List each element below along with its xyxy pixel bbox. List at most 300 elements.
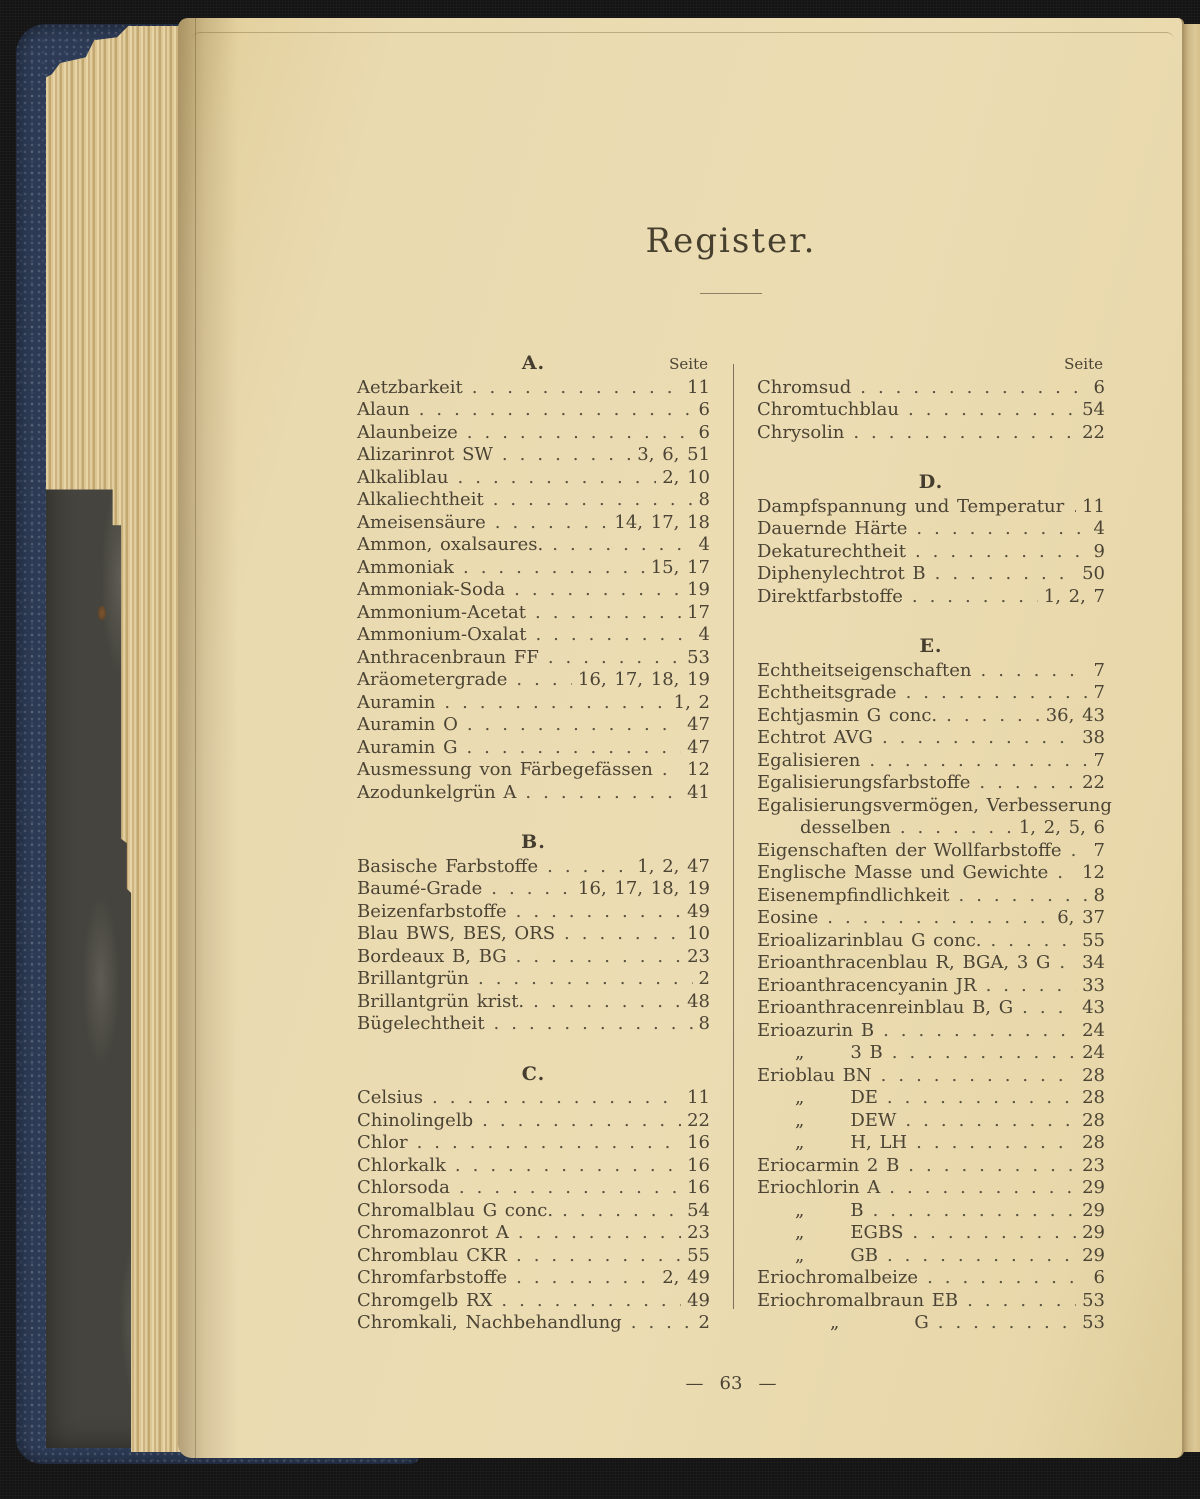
entry-pages: 29 <box>1082 1222 1105 1243</box>
index-entry <box>757 1020 1105 1043</box>
entry-pages: 54 <box>687 1199 710 1221</box>
entry-name: Egalisieren <box>757 749 861 771</box>
ditto-mark: „ <box>795 1244 805 1266</box>
entry-name: Chlorkalk <box>357 1154 446 1176</box>
index-entry <box>757 1177 1105 1200</box>
entry-name: Chlor <box>357 1132 408 1153</box>
entry-name: Chlorsoda <box>357 1177 450 1198</box>
index-entry <box>757 1065 1105 1088</box>
index-entry <box>357 489 710 512</box>
entry-name: Bordeaux B, BG <box>357 945 507 967</box>
dot-leader <box>979 772 1076 795</box>
index-entry <box>357 1267 710 1290</box>
dot-leader <box>915 541 1088 564</box>
index-entry <box>357 1087 710 1110</box>
entry-pages: 55 <box>687 1244 710 1266</box>
entry-name: Ammoniak <box>357 556 454 578</box>
entry-pages: 54 <box>1082 399 1105 420</box>
entry-pages: 47 <box>687 736 710 758</box>
index-entry <box>357 557 710 580</box>
dot-leader <box>458 467 657 490</box>
dot-leader <box>967 1290 1076 1313</box>
entry-pages: 7 <box>1093 682 1105 703</box>
index-entry <box>757 1110 1105 1133</box>
index-entry <box>757 1222 1105 1245</box>
entry-name: Eriochromalbraun EB <box>757 1289 959 1311</box>
entry-pages: 8 <box>1093 884 1105 906</box>
index-entry <box>357 1312 710 1335</box>
index-entry <box>357 602 710 625</box>
index-entry <box>757 1267 1105 1290</box>
dot-leader <box>432 1087 681 1110</box>
entry-name: Erioalizarinblau G conc. <box>757 929 982 951</box>
entry-pages: 29 <box>1082 1199 1105 1221</box>
index-entry <box>357 714 710 737</box>
entry-pages: 6 <box>698 399 710 420</box>
ditto-mark: „ <box>795 1222 805 1243</box>
dot-leader <box>991 930 1077 953</box>
entry-pages: 53 <box>1082 1289 1105 1311</box>
entry-pages: 14, 17, 18 <box>614 511 710 533</box>
entry-name: Ammonium-Acetat <box>357 601 526 623</box>
section-letter: E. <box>919 635 943 657</box>
entry-name: Chromgelb RX <box>357 1289 493 1311</box>
entry-name: Echtheitseigenschaften <box>757 659 972 681</box>
entry-pages: 48 <box>687 990 710 1012</box>
entry-name: Auramin G <box>357 736 458 758</box>
dot-leader <box>419 399 693 422</box>
dot-leader <box>900 817 1013 840</box>
dot-leader <box>495 512 609 535</box>
index-entry <box>757 1087 1105 1110</box>
index-entry <box>357 399 710 422</box>
dot-leader <box>927 1267 1087 1290</box>
dot-leader <box>516 1267 656 1290</box>
dot-leader <box>467 422 693 445</box>
index-entry <box>757 727 1105 750</box>
index-entry <box>357 878 710 901</box>
index-entry <box>357 901 710 924</box>
entry-name: Celsius <box>357 1087 424 1108</box>
entry-pages: 1, 2, 5, 6 <box>1018 817 1105 838</box>
index-entry <box>757 885 1105 908</box>
index-entry <box>357 422 710 445</box>
entry-pages: 17 <box>687 601 710 623</box>
index-entry <box>757 399 1105 422</box>
entry-name: Alaunbeize <box>357 421 458 443</box>
dot-leader <box>482 1110 681 1133</box>
entry-name: Eriocarmin 2 B <box>757 1154 900 1176</box>
entry-pages: 53 <box>687 646 710 668</box>
entry-name: Blau BWS, BES, ORS <box>357 923 556 944</box>
entry-pages: 47 <box>687 714 710 735</box>
index-entry <box>357 444 710 467</box>
entry-pages: 23 <box>687 945 710 967</box>
index-entry <box>357 647 710 670</box>
entry-pages: 3, 6, 51 <box>637 444 710 465</box>
section-header <box>357 1063 710 1086</box>
entry-pages: 11 <box>1082 495 1105 517</box>
section-letter: D. <box>918 471 944 493</box>
index-entry <box>757 563 1105 586</box>
entry-name: Anthracenbraun FF <box>357 646 539 668</box>
dot-leader <box>958 885 1087 908</box>
section-header <box>757 471 1105 494</box>
index-entry <box>757 541 1105 564</box>
entry-name: Alkaliblau <box>357 466 449 488</box>
dot-leader <box>466 737 681 760</box>
entry-pages: 55 <box>1082 929 1105 951</box>
entry-name: Baumé-Grade <box>357 878 483 899</box>
entry-name: Eriochromalbeize <box>757 1267 919 1288</box>
entry-name: Alaun <box>357 399 410 420</box>
entry-pages: 6 <box>698 421 710 443</box>
index-entry <box>357 1177 710 1200</box>
index-entry <box>757 997 1105 1020</box>
gutter-shadow <box>178 18 238 1458</box>
entry-name: Azodunkelgrün A <box>357 781 517 803</box>
dot-leader <box>892 1042 1076 1065</box>
ditto-mark: „ <box>830 1312 840 1333</box>
dot-leader <box>883 1020 1076 1043</box>
entry-name: Egalisierungsfarbstoffe <box>757 772 971 793</box>
dot-leader <box>916 518 1087 541</box>
dot-leader <box>889 1177 1076 1200</box>
index-column-left <box>357 352 710 1335</box>
entry-name: Ammoniak-Soda <box>357 579 506 600</box>
entry-name: DEW <box>850 1109 897 1131</box>
dot-leader <box>467 714 681 737</box>
index-entry <box>357 782 710 805</box>
dot-leader <box>912 586 1038 609</box>
dot-leader <box>548 647 681 670</box>
page-title: Register. <box>645 221 817 261</box>
entry-name: 3 B <box>850 1042 883 1063</box>
index-entry <box>357 1222 710 1245</box>
entry-name: Echtrot AVG <box>757 727 873 748</box>
index-entry <box>757 1132 1105 1155</box>
seite-label: Seite <box>1064 355 1103 373</box>
entry-name: Erioanthracenreinblau B, G <box>757 997 1014 1018</box>
entry-pages: 4 <box>698 534 710 555</box>
facing-page-edge <box>1182 24 1200 1452</box>
dot-leader <box>525 782 681 805</box>
entry-name: Brillantgrün <box>357 968 469 989</box>
entry-name: Brillantgrün krist. <box>357 990 525 1012</box>
entry-pages: 10 <box>687 923 710 944</box>
entry-name: Chromazonrot A <box>357 1222 509 1243</box>
index-entry <box>357 624 710 647</box>
stain-mark <box>98 606 106 620</box>
entry-name: Echtjasmin G conc. <box>757 704 938 726</box>
dot-leader <box>1059 952 1076 975</box>
entry-pages: 12 <box>1082 862 1105 883</box>
dot-leader <box>562 1200 681 1223</box>
entry-name: Aetzbarkeit <box>357 376 463 398</box>
entry-name: Aräometergrade <box>357 669 508 690</box>
dot-leader <box>493 489 693 512</box>
entry-name: Chromblau CKR <box>357 1244 507 1266</box>
index-entry <box>757 660 1105 683</box>
index-entry <box>357 1110 710 1133</box>
entry-name: Ammon, oxalsaures. <box>357 534 544 555</box>
entry-name: Beizenfarbstoffe <box>357 900 507 922</box>
entry-pages: 34 <box>1082 952 1105 973</box>
seite-label: Seite <box>669 355 708 373</box>
entry-pages: 22 <box>687 1109 710 1131</box>
entry-pages: 4 <box>698 624 710 645</box>
dot-leader <box>444 692 667 715</box>
entry-pages: 11 <box>687 1087 710 1108</box>
entry-name: Erioblau BN <box>757 1064 872 1086</box>
entry-pages: 6, 37 <box>1057 907 1105 928</box>
entry-pages: 16 <box>687 1154 710 1176</box>
section-letter: B. <box>521 831 546 853</box>
dot-leader <box>986 975 1077 998</box>
entry-pages: 8 <box>698 1013 710 1034</box>
index-entry <box>757 750 1105 773</box>
dot-leader <box>516 946 681 969</box>
entry-name: Dampfspannung und Temperatur <box>757 495 1065 517</box>
dot-leader <box>455 1155 681 1178</box>
entry-pages: 24 <box>1082 1042 1105 1063</box>
entry-pages: 7 <box>1093 659 1105 681</box>
dot-leader <box>501 1290 681 1313</box>
entry-name: Chromtuchblau <box>757 399 899 420</box>
dot-leader <box>938 1312 1076 1335</box>
index-entry <box>357 856 710 879</box>
dot-leader <box>518 1222 681 1245</box>
entry-pages: 29 <box>1082 1244 1105 1266</box>
index-entry <box>357 1013 710 1036</box>
entry-pages: 53 <box>1082 1312 1105 1333</box>
entry-name: Diphenylechtrot B <box>757 563 926 584</box>
index-entry <box>757 1312 1105 1335</box>
dot-leader <box>1057 862 1076 885</box>
page-content <box>357 18 1112 1335</box>
dot-leader <box>853 422 1076 445</box>
index-entry <box>757 794 1112 818</box>
dot-leader <box>535 624 692 647</box>
section-letter: C. <box>521 1062 546 1085</box>
entry-name: Bügelechtheit <box>357 1013 485 1034</box>
entry-pages: 6 <box>1093 1267 1105 1288</box>
entry-name: Chromalblau G conc. <box>357 1199 554 1221</box>
page-number <box>357 1373 1105 1394</box>
entry-name: Ammonium-Oxalat <box>357 624 527 645</box>
index-entry <box>357 579 710 602</box>
entry-pages: 43 <box>1082 997 1105 1018</box>
dot-leader <box>533 991 681 1014</box>
dot-leader <box>472 377 681 400</box>
dot-leader <box>873 1200 1077 1223</box>
entry-name: Erioanthracencyanin JR <box>757 974 977 996</box>
entry-name: Eigenschaften der Wollfarbstoffe <box>757 839 1062 861</box>
entry-pages: 23 <box>687 1222 710 1243</box>
entry-pages: 2, 10 <box>662 466 710 488</box>
dot-leader <box>631 1312 693 1335</box>
entry-pages: 9 <box>1093 540 1105 562</box>
index-entry <box>357 968 710 991</box>
index-entry <box>757 705 1105 728</box>
ditto-mark: „ <box>795 1199 805 1221</box>
dot-leader <box>535 602 681 625</box>
section-header <box>757 635 1105 658</box>
entry-name: GB <box>850 1244 878 1266</box>
page-crease <box>195 18 196 1458</box>
entry-pages: 28 <box>1082 1109 1105 1131</box>
entry-name: Alkaliechtheit <box>357 489 484 510</box>
dot-leader <box>1022 997 1076 1020</box>
dot-leader <box>1071 840 1088 863</box>
index-entry <box>357 1290 710 1313</box>
entry-name: Eosine <box>757 907 819 928</box>
entry-name: Dauernde Härte <box>757 518 908 539</box>
index-entry <box>357 692 710 715</box>
dot-leader <box>459 1177 681 1200</box>
entry-pages: 38 <box>1082 727 1105 748</box>
index-columns <box>357 352 1112 1335</box>
index-entry <box>757 1245 1105 1268</box>
index-entry <box>357 534 710 557</box>
entry-pages: 16, 17, 18, 19 <box>578 669 710 690</box>
dot-leader <box>516 901 681 924</box>
entry-pages: 1, 2, 47 <box>637 855 710 877</box>
entry-name: Eisenempfindlichkeit <box>757 884 950 906</box>
index-entry <box>357 669 710 692</box>
ditto-mark: „ <box>795 1087 805 1108</box>
entry-name: Chrysolin <box>757 421 845 443</box>
dot-leader <box>935 563 1076 586</box>
dot-leader <box>491 878 572 901</box>
index-entry <box>757 1042 1105 1065</box>
index-entry <box>757 1200 1105 1223</box>
index-entry <box>357 377 710 400</box>
entry-name: Basische Farbstoffe <box>357 855 539 877</box>
index-entry <box>357 512 710 535</box>
dot-leader <box>912 1222 1076 1245</box>
entry-name: Erioazurin B <box>757 1019 875 1041</box>
index-entry <box>757 586 1105 609</box>
book-page <box>178 18 1184 1458</box>
index-entry <box>757 862 1105 885</box>
section-header <box>357 831 710 854</box>
entry-pages: 28 <box>1082 1087 1105 1108</box>
entry-name: B <box>850 1199 864 1221</box>
column-divider-rule <box>733 364 734 1309</box>
index-entry <box>757 682 1105 705</box>
entry-name: G <box>914 1312 929 1333</box>
dot-leader <box>916 1132 1076 1155</box>
index-entry <box>757 1290 1105 1313</box>
entry-pages: 49 <box>687 900 710 922</box>
dot-leader <box>881 1065 1076 1088</box>
dot-leader <box>887 1087 1076 1110</box>
entry-name: Direktfarbstoffe <box>757 585 903 607</box>
title-divider-rule <box>700 293 762 294</box>
dot-leader <box>417 1132 682 1155</box>
entry-pages: 12 <box>687 759 710 780</box>
entry-name: Alizarinrot SW <box>357 444 493 465</box>
section-letter: A. <box>521 352 546 374</box>
index-entry <box>757 930 1105 953</box>
entry-pages: 22 <box>1082 421 1105 443</box>
index-entry <box>357 1245 710 1268</box>
entry-name: Chinolingelb <box>357 1109 474 1131</box>
entry-name: Chromkali, Nachbehandlung <box>357 1312 622 1333</box>
entry-name: Englische Masse und Gewichte <box>757 862 1049 883</box>
dot-leader <box>547 856 631 879</box>
entry-name: Egalisierungsvermögen, Verbesserung <box>757 794 1112 816</box>
dot-leader <box>887 1245 1076 1268</box>
entry-pages: 7 <box>1093 749 1105 771</box>
entry-pages: 28 <box>1082 1064 1105 1086</box>
dot-leader <box>494 1013 693 1036</box>
index-column-right <box>757 352 1112 1335</box>
entry-pages: 33 <box>1082 974 1105 996</box>
entry-pages: 7 <box>1093 839 1105 861</box>
entry-pages: 2, 49 <box>662 1267 710 1288</box>
dot-leader <box>882 727 1076 750</box>
index-entry <box>757 907 1105 930</box>
folio-dash-left: — <box>685 1373 704 1394</box>
entry-pages: 41 <box>687 781 710 803</box>
index-entry <box>357 759 710 782</box>
section-header <box>357 352 710 375</box>
index-entry <box>757 772 1105 795</box>
entry-pages: 49 <box>687 1289 710 1311</box>
dot-leader <box>906 682 1088 705</box>
entry-name: Dekaturechtheit <box>757 540 906 562</box>
dot-leader <box>905 1110 1076 1133</box>
dot-leader <box>564 923 681 946</box>
dot-leader <box>514 579 681 602</box>
dot-leader <box>1073 496 1076 519</box>
dot-leader <box>908 399 1076 422</box>
dot-leader <box>860 377 1087 400</box>
entry-pages: 1, 2 <box>673 691 710 713</box>
dot-leader <box>662 759 681 782</box>
entry-pages: 2 <box>698 1312 710 1333</box>
index-entry <box>757 496 1105 519</box>
entry-name: DE <box>850 1087 878 1108</box>
folio-dash-right: — <box>758 1373 777 1394</box>
entry-name: Ausmessung von Färbegefässen <box>357 759 653 780</box>
entry-name: Echtheitsgrade <box>757 682 897 703</box>
index-entry <box>757 518 1105 541</box>
index-entry <box>357 1155 710 1178</box>
dot-leader <box>463 557 645 580</box>
index-entry <box>357 1200 710 1223</box>
index-entry <box>757 422 1105 445</box>
entry-pages: 1, 2, 7 <box>1043 585 1105 607</box>
entry-pages: 22 <box>1082 772 1105 793</box>
index-entry <box>757 1155 1105 1178</box>
dot-leader <box>516 1245 681 1268</box>
entry-name: EGBS <box>850 1222 904 1243</box>
entry-name: Chromfarbstoffe <box>357 1267 508 1288</box>
ditto-mark: „ <box>795 1132 805 1153</box>
folio-number: 63 <box>719 1373 743 1394</box>
dot-leader <box>827 907 1051 930</box>
entry-pages: 16 <box>687 1132 710 1153</box>
entry-pages: 16 <box>687 1177 710 1198</box>
dot-leader <box>516 669 572 692</box>
entry-name: Eriochlorin A <box>757 1177 881 1198</box>
index-entry <box>757 975 1105 998</box>
index-entry <box>757 952 1105 975</box>
entry-pages: 19 <box>687 579 710 600</box>
